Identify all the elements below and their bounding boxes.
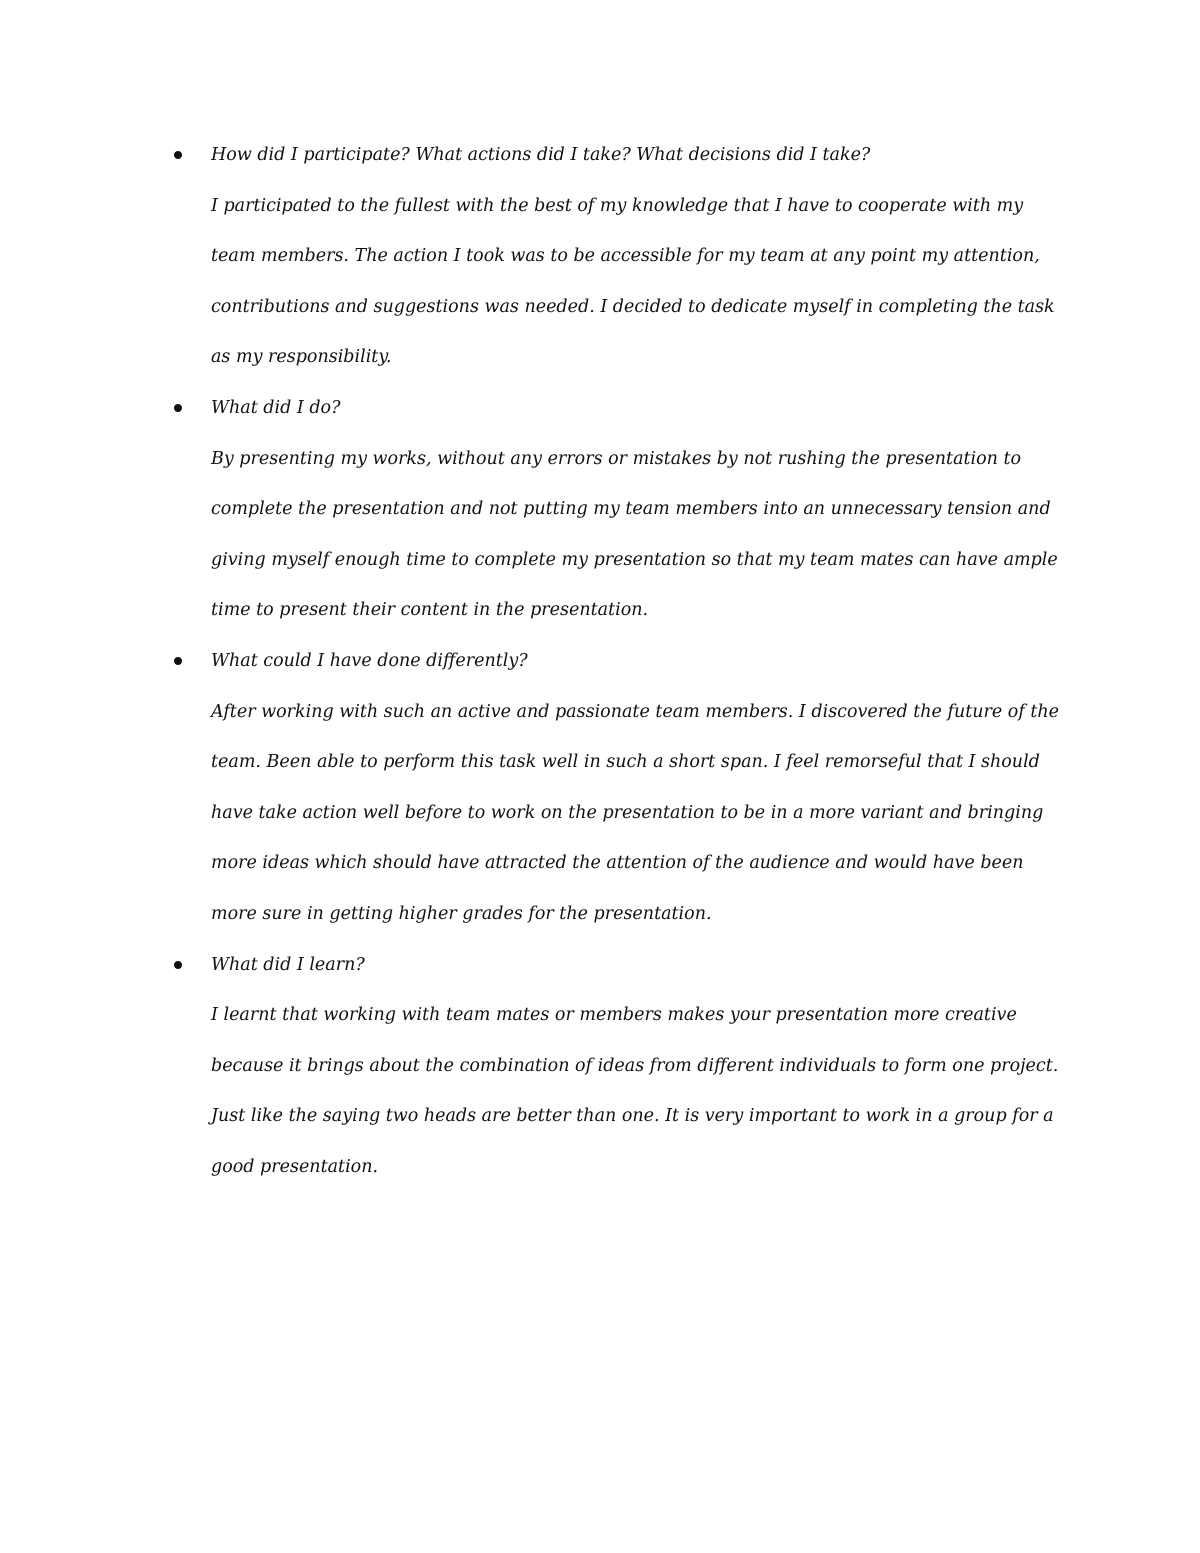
answer-line: After working with such an active and passionate team members. I discovered the future of the	[211, 701, 1060, 722]
answer-line: I learnt that working with team mates or members makes your presentation more creative	[211, 1005, 1017, 1026]
question-text: What could I have done differently?	[211, 650, 528, 671]
question-text: How did I participate? What actions did I take? What decisions did I take?	[211, 145, 871, 165]
list-item	[211, 940, 1081, 1193]
bullet-icon	[174, 657, 182, 665]
bullet-icon	[174, 151, 182, 159]
answer-line: good presentation.	[211, 1156, 379, 1177]
answer-line: Just like the saying two heads are better than one. It is very important to work in a group for a	[211, 1106, 1054, 1127]
question-text: What did I do?	[211, 397, 341, 418]
bullet-icon	[174, 961, 182, 969]
answer-line: giving myself enough time to complete my presentation so that my team mates can have ample	[211, 549, 1058, 570]
list-item	[211, 636, 1081, 940]
answer-line: By presenting my works, without any errors or mistakes by not rushing the presentation to	[211, 448, 1022, 469]
answer-line: as my responsibility.	[211, 347, 392, 368]
answer-line: contributions and suggestions was needed. I decided to dedicate myself in completing the task	[211, 296, 1055, 317]
answer-line: team. Been able to perform this task well in such a short span. I feel remorseful that I should	[211, 752, 1040, 773]
question-text: What did I learn?	[211, 954, 365, 975]
answer-line: time to present their content in the presentation.	[211, 600, 649, 621]
answer-line: have take action well before to work on the presentation to be in a more variant and bringing	[211, 802, 1044, 823]
answer-line: because it brings about the combination of ideas from different individuals to form one project.	[211, 1055, 1059, 1076]
answer-line: more sure in getting higher grades for the presentation.	[211, 903, 712, 924]
answer-line: team members. The action I took was to be accessible for my team at any point my attention,	[211, 246, 1040, 267]
answer-line: complete the presentation and not putting my team members into an unnecessary tension and	[211, 499, 1051, 520]
list-item	[211, 383, 1081, 636]
bullet-icon	[174, 404, 182, 412]
answer-line: more ideas which should have attracted the attention of the audience and would have been	[211, 853, 1024, 874]
answer-line: I participated to the fullest with the best of my knowledge that I have to cooperate with my	[211, 195, 1024, 216]
reflection-list	[211, 130, 1081, 1192]
list-item	[211, 130, 1081, 383]
